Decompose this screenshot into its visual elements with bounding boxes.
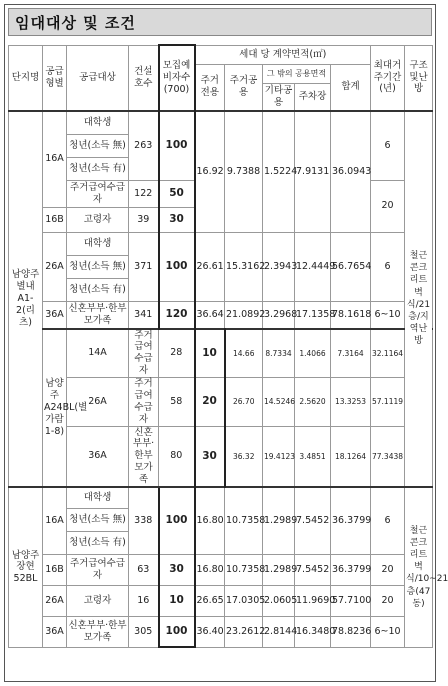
max-period: 20 [371,554,405,585]
target: 주거급여수급자 [67,180,129,207]
page-title: 임대대상 및 조건 [15,14,136,32]
etc-common-area: 2.0605 [263,585,295,616]
recruit: 30 [159,207,195,232]
recruit: 10 [159,585,195,616]
table-row [9,301,433,329]
header-total: 합계 [331,64,371,111]
title-bar [8,8,432,36]
table-row [9,232,433,255]
parking-area: 7.9131 [295,111,331,233]
target: 고령자 [67,585,129,616]
header-etc-common: 기타공용 [263,83,295,111]
table-row [9,487,433,509]
rental-conditions-table [8,44,448,648]
header-recruit: 모집예비자수(700) [159,45,195,111]
households: 63 [129,554,159,585]
complex-name: 남양주장현52BL [9,487,43,648]
target: 고령자 [67,207,129,232]
supply-type: 16A [43,487,67,555]
total-area: 78.1618 [331,301,371,329]
supply-type: 26A [67,378,129,427]
supply-type: 36A [67,426,129,487]
etc-common-area: 2.3943 [263,232,295,301]
etc-common-area: 2.8144 [263,616,295,647]
table-row [9,585,433,616]
supply-type: 36A [43,616,67,647]
target: 주거급여수급자 [129,378,159,427]
header-supply-type: 공급형별 [43,45,67,111]
header-area-group: 세대 당 계약면적(㎡) [195,45,371,64]
target: 청년(소득 有) [67,278,129,301]
header-complex: 단지명 [9,45,43,111]
total-area: 78.8236 [331,616,371,647]
header-exclusive: 주거전용 [195,64,225,111]
households: 305 [129,616,159,647]
recruit: 50 [159,180,195,207]
total-area: 32.1164 [371,329,405,378]
complex-name: 남양주A24BL(별가람1-8) [43,329,67,487]
exclusive-area: 36.32 [225,426,263,487]
recruit: 10 [195,329,225,378]
parking-area: 7.5452 [295,487,331,555]
target: 청년(소득 有) [67,531,129,554]
exclusive-area: 16.92 [195,111,225,233]
common-area: 10.7358 [225,554,263,585]
max-period: 6 [371,232,405,301]
target: 청년(소득 無) [67,255,129,278]
header-households: 건설호수 [129,45,159,111]
header-structure: 구조및난방 [405,45,433,111]
parking-area: 16.3480 [295,616,331,647]
structure: 철근콘크리트벽식/10~21층(47동) [405,487,433,648]
max-period: 20 [371,180,405,232]
target: 신혼부부·한부모가족 [129,426,159,487]
header-common: 주거공용 [225,64,263,111]
households: 263 [129,111,159,181]
recruit: 100 [159,487,195,555]
recruit: 30 [195,426,225,487]
common-area: 10.7358 [225,487,263,555]
parking-area: 7.5452 [295,554,331,585]
exclusive-area: 36.64 [195,301,225,329]
max-period: 6 [371,487,405,555]
supply-type: 16A [43,111,67,208]
parking-area: 13.3253 [331,378,371,427]
exclusive-area: 36.40 [195,616,225,647]
target: 청년(소득 無) [67,508,129,531]
supply-type: 16B [43,554,67,585]
recruit: 20 [195,378,225,427]
households: 338 [129,487,159,555]
total-area: 77.3438 [371,426,405,487]
total-area: 57.1119 [371,378,405,427]
common-area: 9.7388 [225,111,263,233]
exclusive-area: 26.61 [195,232,225,301]
header-target: 공급대상 [67,45,129,111]
households: 371 [129,232,159,301]
households: 28 [159,329,195,378]
total-area: 36.0943 [331,111,371,233]
households: 58 [159,378,195,427]
max-period: 20 [371,585,405,616]
parking-area: 12.4449 [295,232,331,301]
complex-name: 남양주별내A1-2(리츠) [9,111,43,487]
max-period: 6 [371,111,405,181]
common-area: 21.0892 [225,301,263,329]
header-other-common: 그 밖의 공용면적 [263,64,331,83]
table-row [9,616,433,647]
common-area: 17.0305 [225,585,263,616]
total-area: 36.3799 [331,487,371,555]
supply-type: 26A [43,232,67,301]
parking-area: 17.1358 [295,301,331,329]
recruit: 100 [159,111,195,181]
table-row [9,426,433,487]
target: 대학생 [67,111,129,135]
target: 주거급여수급자 [67,554,129,585]
etc-common-area: 1.5224 [263,111,295,233]
total-area: 57.7100 [331,585,371,616]
recruit: 100 [159,616,195,647]
common-area: 23.2612 [225,616,263,647]
target: 청년(소득 無) [67,134,129,157]
etc-common-area: 2.5620 [295,378,331,427]
header-parking: 주차장 [295,83,331,111]
table-row [9,554,433,585]
max-period: 6~10 [371,301,405,329]
etc-common-area: 1.4066 [295,329,331,378]
recruit: 100 [159,232,195,301]
common-area: 8.7334 [263,329,295,378]
common-area: 15.3162 [225,232,263,301]
exclusive-area: 26.65 [195,585,225,616]
header-max-period: 최대거주기간(년) [371,45,405,111]
total-area: 36.3799 [331,554,371,585]
parking-area: 18.1264 [331,426,371,487]
target: 신혼부부·한부모가족 [67,301,129,329]
common-area: 14.5246 [263,378,295,427]
target: 주거급여수급자 [129,329,159,378]
table-row [9,329,433,378]
total-area: 56.7654 [331,232,371,301]
exclusive-area: 14.66 [225,329,263,378]
exclusive-area: 26.70 [225,378,263,427]
target: 청년(소득 有) [67,157,129,180]
households: 39 [129,207,159,232]
header-row-1 [9,45,433,64]
households: 16 [129,585,159,616]
supply-type: 26A [43,585,67,616]
etc-common-area: 1.2989 [263,487,295,555]
etc-common-area: 3.2968 [263,301,295,329]
etc-common-area: 1.2989 [263,554,295,585]
target: 신혼부부·한부모가족 [67,616,129,647]
structure: 철근콘크리트벽식/21층/지역난방 [405,111,433,487]
max-period: 6~10 [371,616,405,647]
target: 대학생 [67,487,129,509]
table-row [9,111,433,135]
parking-area: 11.9690 [295,585,331,616]
recruit: 30 [159,554,195,585]
recruit: 120 [159,301,195,329]
exclusive-area: 16.80 [195,487,225,555]
households: 341 [129,301,159,329]
households: 122 [129,180,159,207]
supply-type: 16B [43,207,67,232]
etc-common-area: 3.4851 [295,426,331,487]
supply-type: 36A [43,301,67,329]
households: 80 [159,426,195,487]
target: 대학생 [67,232,129,255]
common-area: 19.4123 [263,426,295,487]
parking-area: 7.3164 [331,329,371,378]
exclusive-area: 16.80 [195,554,225,585]
supply-type: 14A [67,329,129,378]
